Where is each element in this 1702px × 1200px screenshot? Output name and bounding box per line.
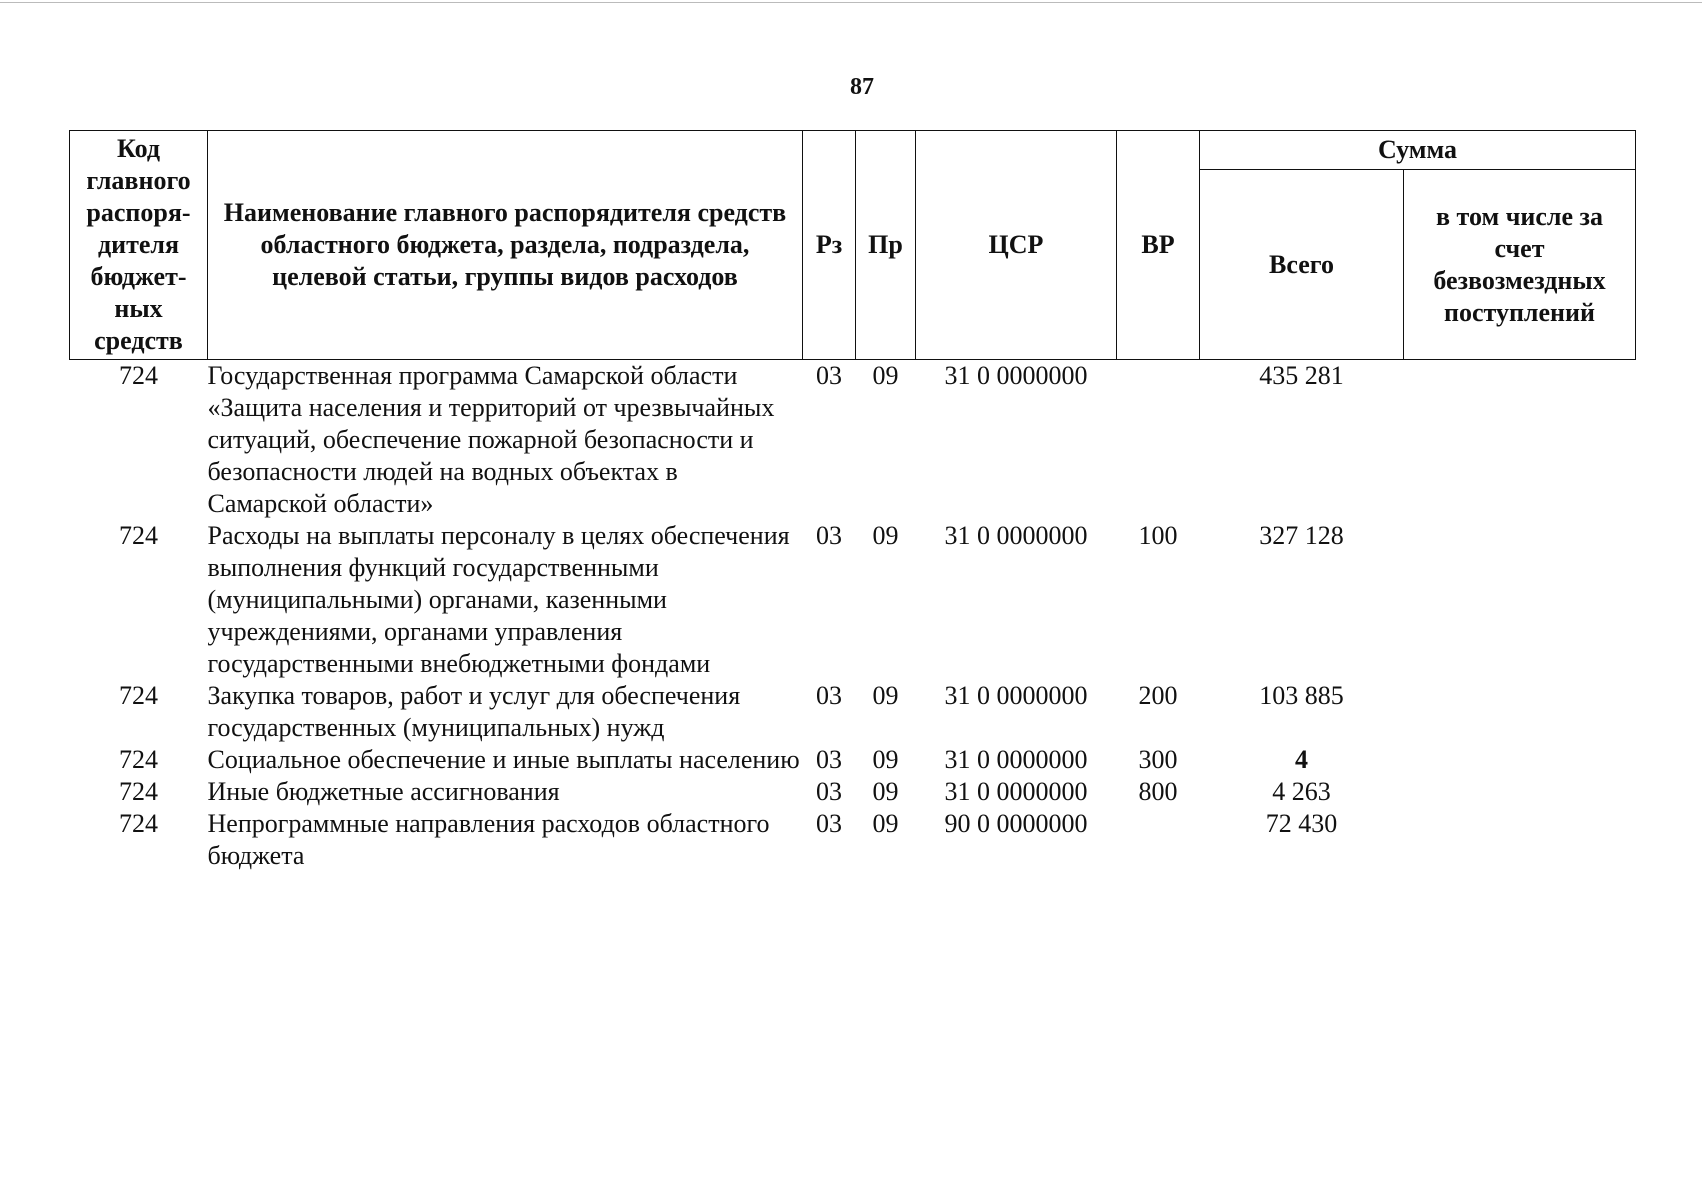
cell-rz: 03 [816, 361, 842, 390]
cell-gratuitous [1404, 744, 1636, 776]
cell-csr: 90 0 0000000 [944, 809, 1088, 838]
header-csr: ЦСР [916, 131, 1117, 360]
header-code: Код главного распоря-дителя бюджет-ных средств [70, 131, 208, 360]
cell-name: Расходы на выплаты персоналу в целях обеспечения выполнения функций государственными (муниципальными) органами, казенными учреждениями, органами управления государственными внебюджетными фондами [207, 521, 790, 678]
cell-gratuitous [1404, 680, 1636, 744]
header-sum: Сумма [1200, 131, 1636, 170]
table-row [70, 520, 1636, 680]
table-row [70, 680, 1636, 744]
cell-vr [1117, 360, 1200, 521]
cell-code: 724 [119, 809, 158, 838]
cell-code: 724 [119, 681, 158, 710]
cell-total: 435 281 [1259, 361, 1344, 390]
cell-vr: 800 [1138, 777, 1178, 806]
header-total: Всего [1200, 170, 1404, 360]
cell-total: 72 430 [1265, 809, 1338, 838]
cell-rz: 03 [816, 681, 842, 710]
cell-name: Закупка товаров, работ и услуг для обеспечения государственных (муниципальных) нужд [207, 681, 741, 742]
cell-total: 103 885 [1259, 681, 1344, 710]
cell-code: 724 [119, 361, 158, 390]
header-name: Наименование главного распорядителя средств областного бюджета, раздела, подраздела, целевой статьи, группы видов расходов [208, 131, 803, 360]
cell-vr: 200 [1138, 681, 1178, 710]
cell-csr: 31 0 0000000 [944, 361, 1088, 390]
cell-rz: 03 [816, 809, 842, 838]
cell-gratuitous [1404, 520, 1636, 680]
cell-total: 327 128 [1259, 521, 1344, 550]
page-number: 87 [850, 74, 874, 100]
header-pr: Пр [856, 131, 916, 360]
table-row [70, 776, 1636, 808]
cell-code: 724 [119, 777, 158, 806]
table-header [70, 131, 1636, 360]
cell-gratuitous [1404, 808, 1636, 872]
cell-name: Непрограммные направления расходов областного бюджета [207, 809, 770, 870]
cell-csr: 31 0 0000000 [944, 745, 1088, 774]
cell-csr: 31 0 0000000 [944, 521, 1088, 550]
cell-gratuitous [1404, 360, 1636, 521]
budget-table [69, 130, 1636, 872]
cell-vr: 100 [1138, 521, 1178, 550]
cell-name: Государственная программа Самарской области «Защита населения и территорий от чрезвычайных ситуаций, обеспечение пожарной безопасности и безопасности людей на водных объектах в Самарской области» [207, 361, 775, 518]
cell-total: 4 263 [1272, 777, 1331, 806]
cell-pr: 09 [872, 681, 899, 710]
cell-csr: 31 0 0000000 [944, 681, 1088, 710]
header-rz: Рз [803, 131, 856, 360]
table-row [70, 744, 1636, 776]
cell-rz: 03 [816, 777, 842, 806]
cell-pr: 09 [872, 361, 899, 390]
cell-total: 4 [1295, 745, 1308, 774]
table-body [70, 360, 1636, 873]
table-row [70, 808, 1636, 872]
cell-code: 724 [119, 745, 158, 774]
scan-edge-line [0, 2, 1702, 9]
cell-pr: 09 [872, 521, 899, 550]
cell-rz: 03 [816, 745, 842, 774]
cell-csr: 31 0 0000000 [944, 777, 1088, 806]
cell-name: Социальное обеспечение и иные выплаты населению [207, 745, 800, 774]
cell-vr [1117, 808, 1200, 872]
cell-rz: 03 [816, 521, 842, 550]
cell-pr: 09 [872, 809, 899, 838]
cell-pr: 09 [872, 777, 899, 806]
header-vr: ВР [1117, 131, 1200, 360]
header-gratuitous: в том числе за счет безвозмездных поступлений [1404, 170, 1636, 360]
cell-vr: 300 [1138, 745, 1178, 774]
cell-code: 724 [119, 521, 158, 550]
cell-pr: 09 [872, 745, 899, 774]
table-row [70, 360, 1636, 521]
cell-gratuitous [1404, 776, 1636, 808]
cell-name: Иные бюджетные ассигнования [207, 777, 560, 806]
